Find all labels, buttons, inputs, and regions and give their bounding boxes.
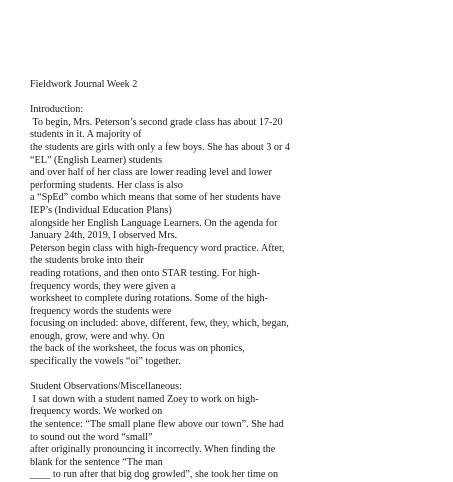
document-body (30, 79, 442, 482)
paragraph-line: after originally pronouncing it incorrectly. When finding the (30, 444, 276, 456)
paragraph-line: To begin, Mrs. Peterson’s second grade class has about 17-20 (30, 116, 283, 128)
paragraph-line: performing students. Her class is also (30, 179, 183, 191)
section-introduction (30, 104, 442, 368)
paragraph-line: the back of the worksheet, the focus was on phonics, (30, 343, 245, 355)
paragraph-line: a “SpEd” combo which means that some of her students have (30, 192, 281, 204)
paragraph-line: the students broke into their (30, 255, 144, 267)
paragraph-line: specifically the vowels “oi” together. (30, 356, 181, 368)
paragraph-line: worksheet to complete during rotations. Some of the high- (30, 293, 268, 305)
paragraph-line: Peterson begin class with high-frequency word practice. After, (30, 242, 285, 254)
paragraph-line: ____ to run after that big dog growled”, she took her time on (30, 469, 279, 481)
paragraph-line: the students are girls with only a few boys. She has about 3 or 4 (30, 141, 291, 153)
document-title: Fieldwork Journal Week 2 (30, 79, 138, 90)
paragraph-line: I sat down with a student named Zoey to work on high- (30, 393, 259, 405)
paragraph-line: blank for the sentence “The man (30, 456, 163, 468)
paragraph-line: to sound out the word “small” (30, 431, 153, 443)
paragraph-line: focusing on included: above, different, few, they, which, began, (30, 318, 289, 330)
section-heading: Student Observations/Miscellaneous: (30, 381, 182, 393)
paragraph-line: IEP’s (Individual Education Plans) (30, 204, 172, 216)
spacer (30, 92, 442, 105)
paragraph-line: enough, grow, were and why. On (30, 330, 165, 342)
paragraph-line: alongside her English Language Learners. On the agenda for (30, 217, 278, 229)
paragraph-line: “EL” (English Learner) students (30, 154, 163, 166)
paragraph-line: frequency words, they were given a (30, 280, 176, 292)
paragraph-line: January 24th, 2019, I observed Mrs. (30, 230, 178, 242)
paragraph-line: reading rotations, and then onto STAR testing. For high- (30, 267, 261, 279)
paragraph-line: students in it. A majority of (30, 129, 142, 141)
paragraph-line: frequency words. We worked on (30, 406, 163, 418)
section-heading: Introduction: (30, 104, 84, 116)
paragraph-line: the sentence: “The small plane flew above our town”. She had (30, 419, 284, 431)
paragraph-line: frequency words the students were (30, 305, 172, 317)
paragraph-line: and over half of her class are lower reading level and lower (30, 167, 272, 179)
section-student-observations (30, 381, 442, 482)
spacer (30, 369, 442, 382)
